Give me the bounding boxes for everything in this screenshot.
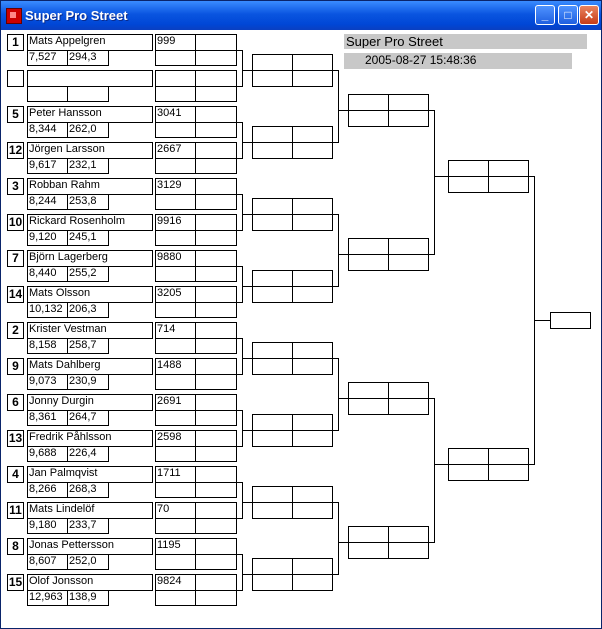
et-value: 12,963	[27, 590, 68, 606]
car-number: 9824	[155, 574, 196, 591]
round3-cell[interactable]	[388, 110, 429, 127]
result-cell[interactable]	[155, 158, 196, 174]
driver-name: Jörgen Larsson	[27, 142, 153, 159]
round3-cell[interactable]	[348, 398, 389, 415]
result-cell[interactable]	[195, 410, 237, 426]
round2-cell[interactable]	[252, 126, 293, 143]
driver-name: Olof Jonsson	[27, 574, 153, 591]
bracket-line	[242, 142, 252, 143]
bracket-line	[338, 398, 348, 399]
speed-value: 258,7	[67, 338, 109, 354]
round2-cell[interactable]	[252, 358, 293, 375]
driver-name: Peter Hansson	[27, 106, 153, 123]
result-cell[interactable]	[195, 430, 237, 447]
car-number: 1195	[155, 538, 196, 555]
et-value: 10,132	[27, 302, 68, 318]
result-cell[interactable]	[195, 34, 237, 51]
et-value: 9,073	[27, 374, 68, 390]
round2-cell[interactable]	[292, 214, 333, 231]
et-value: 8,361	[27, 410, 68, 426]
car-number: 2667	[155, 142, 196, 159]
result-cell[interactable]	[195, 302, 237, 318]
result-cell[interactable]	[195, 86, 237, 102]
round2-cell[interactable]	[252, 54, 293, 71]
et-value: 7,527	[27, 50, 68, 66]
title-bar[interactable]	[1, 1, 601, 30]
seed-number: 9	[7, 358, 24, 375]
round3-cell[interactable]	[348, 110, 389, 127]
speed-value: 206,3	[67, 302, 109, 318]
driver-name: Jonas Pettersson	[27, 538, 153, 555]
seed-number	[7, 70, 24, 87]
round4-cell[interactable]	[448, 160, 489, 177]
bracket-line	[242, 214, 252, 215]
result-cell[interactable]	[195, 518, 237, 534]
bracket-line	[242, 410, 243, 447]
result-cell[interactable]	[195, 178, 237, 195]
round4-cell[interactable]	[488, 160, 529, 177]
speed-value: 226,4	[67, 446, 109, 462]
speed-value: 245,1	[67, 230, 109, 246]
round3-cell[interactable]	[388, 542, 429, 559]
speed-value: 262,0	[67, 122, 109, 138]
result-cell[interactable]	[155, 266, 196, 282]
bracket-line	[242, 266, 243, 303]
app-icon[interactable]	[6, 8, 22, 24]
result-cell[interactable]	[155, 50, 196, 66]
et-value: 9,180	[27, 518, 68, 534]
round4-cell[interactable]	[488, 448, 529, 465]
seed-number: 7	[7, 250, 24, 267]
car-number: 714	[155, 322, 196, 339]
seed-number: 10	[8, 215, 23, 229]
result-cell[interactable]	[195, 266, 237, 282]
driver-name: Mats Lindelöf	[27, 502, 153, 519]
speed-value: 264,7	[67, 410, 109, 426]
round2-cell[interactable]	[252, 270, 293, 287]
winner-cell[interactable]	[550, 312, 591, 329]
round2-cell[interactable]	[292, 70, 333, 87]
round3-cell[interactable]	[348, 238, 389, 255]
result-cell[interactable]	[155, 554, 196, 570]
bracket-line	[338, 110, 348, 111]
car-number: 70	[155, 502, 196, 519]
minimize-button[interactable]: _	[535, 5, 555, 25]
round2-cell[interactable]	[292, 198, 333, 215]
round2-cell[interactable]	[252, 142, 293, 159]
round3-cell[interactable]	[348, 526, 389, 543]
bracket-line	[242, 50, 243, 87]
seed-number: 14	[8, 287, 23, 301]
round2-cell[interactable]	[252, 286, 293, 303]
close-button[interactable]: ✕	[579, 5, 599, 25]
result-cell[interactable]	[195, 394, 237, 411]
round4-cell[interactable]	[448, 176, 489, 193]
round2-cell[interactable]	[292, 54, 333, 71]
result-cell[interactable]	[195, 214, 237, 231]
result-cell[interactable]	[195, 106, 237, 123]
round2-cell[interactable]	[252, 574, 293, 591]
timestamp-bar	[344, 53, 572, 69]
et-value: 8,607	[27, 554, 68, 570]
round4-cell[interactable]	[448, 448, 489, 465]
seed-number: 11	[7, 502, 24, 519]
round2-cell[interactable]	[252, 214, 293, 231]
et-value: 9,120	[27, 230, 68, 246]
round2-cell[interactable]	[292, 558, 333, 575]
round4-cell[interactable]	[488, 176, 529, 193]
speed-value: 268,3	[67, 482, 109, 498]
et-value: 8,158	[27, 338, 68, 354]
bracket-line	[242, 286, 252, 287]
round2-cell[interactable]	[292, 358, 333, 375]
result-cell[interactable]	[195, 50, 237, 66]
bracket-line	[338, 214, 339, 287]
result-cell[interactable]	[195, 250, 237, 267]
driver-name: Björn Lagerberg	[27, 250, 153, 267]
round3-cell[interactable]	[388, 94, 429, 111]
seed-number: 1	[7, 34, 24, 51]
round3-cell[interactable]	[388, 398, 429, 415]
seed-number: 13	[8, 431, 23, 445]
round3-cell[interactable]	[388, 254, 429, 271]
round2-cell[interactable]	[292, 142, 333, 159]
seed-number: 15	[8, 575, 23, 589]
round2-cell[interactable]	[292, 502, 333, 519]
speed-value: 232,1	[67, 158, 109, 174]
round3-cell[interactable]	[388, 526, 429, 543]
bracket-line	[242, 194, 243, 231]
driver-name: Robban Rahm	[27, 178, 153, 195]
bracket-line	[242, 482, 243, 519]
driver-name	[27, 70, 153, 87]
result-cell[interactable]	[195, 554, 237, 570]
result-cell[interactable]	[155, 518, 196, 534]
result-cell[interactable]	[195, 230, 237, 246]
round3-cell[interactable]	[388, 238, 429, 255]
round3-cell[interactable]	[348, 94, 389, 111]
round2-cell[interactable]	[292, 414, 333, 431]
bracket-line	[242, 338, 243, 375]
result-cell[interactable]	[155, 122, 196, 138]
bracket-line	[338, 502, 339, 575]
result-cell[interactable]	[155, 374, 196, 390]
car-number: 999	[155, 34, 196, 51]
seed-number: 2	[7, 322, 24, 339]
round3-cell[interactable]	[348, 542, 389, 559]
et-value	[27, 86, 68, 102]
seed-number: 4	[7, 466, 24, 483]
bracket-line	[242, 502, 252, 503]
car-number: 3205	[155, 286, 196, 303]
et-value: 9,688	[27, 446, 68, 462]
car-number: 2691	[155, 394, 196, 411]
result-cell[interactable]	[195, 322, 237, 339]
car-number: 9916	[155, 214, 196, 231]
round2-cell[interactable]	[252, 486, 293, 503]
round2-cell[interactable]	[252, 502, 293, 519]
driver-name: Jan Palmqvist	[27, 466, 153, 483]
speed-value: 230,9	[67, 374, 109, 390]
speed-value: 253,8	[67, 194, 109, 210]
round2-cell[interactable]	[292, 430, 333, 447]
result-cell[interactable]	[155, 230, 196, 246]
seed-number: 12	[8, 143, 23, 157]
round2-cell[interactable]	[252, 558, 293, 575]
et-value: 8,266	[27, 482, 68, 498]
result-cell[interactable]	[155, 590, 196, 606]
speed-value: 255,2	[67, 266, 109, 282]
driver-name: Rickard Rosenholm	[27, 214, 153, 231]
speed-value: 233,7	[67, 518, 109, 534]
bracket-line	[242, 554, 243, 591]
round2-cell[interactable]	[292, 574, 333, 591]
bracket-line	[242, 430, 252, 431]
round4-cell[interactable]	[448, 464, 489, 481]
result-cell[interactable]	[195, 142, 237, 159]
result-cell[interactable]	[195, 482, 237, 498]
driver-name: Jonny Durgin	[27, 394, 153, 411]
result-cell[interactable]	[155, 482, 196, 498]
round2-cell[interactable]	[292, 342, 333, 359]
bracket-line	[338, 358, 339, 431]
round2-cell[interactable]	[292, 486, 333, 503]
speed-value	[67, 86, 109, 102]
bracket-line	[434, 176, 448, 177]
event-timestamp: 2005-08-27 15:48:36	[365, 54, 477, 67]
result-cell[interactable]	[195, 286, 237, 303]
bracket-line	[242, 122, 243, 159]
driver-name: Mats Appelgren	[27, 34, 153, 51]
driver-name: Fredrik Påhlsson	[27, 430, 153, 447]
bracket-line	[434, 398, 435, 543]
result-cell[interactable]	[195, 122, 237, 138]
bracket-area	[2, 30, 600, 628]
seed-number: 3	[7, 178, 24, 195]
round2-cell[interactable]	[292, 126, 333, 143]
round2-cell[interactable]	[252, 342, 293, 359]
bracket-line	[434, 110, 435, 255]
round2-cell[interactable]	[252, 70, 293, 87]
et-value: 8,344	[27, 122, 68, 138]
result-cell[interactable]	[155, 410, 196, 426]
result-cell[interactable]	[195, 574, 237, 591]
car-number: 1488	[155, 358, 196, 375]
round3-cell[interactable]	[388, 382, 429, 399]
car-number	[155, 70, 196, 87]
car-number: 3041	[155, 106, 196, 123]
bracket-line	[338, 254, 348, 255]
event-title-bar	[344, 34, 587, 49]
et-value: 8,440	[27, 266, 68, 282]
result-cell[interactable]	[195, 70, 237, 87]
result-cell[interactable]	[155, 338, 196, 354]
event-title: Super Pro Street	[346, 35, 443, 48]
maximize-button[interactable]: □	[558, 5, 578, 25]
speed-value: 252,0	[67, 554, 109, 570]
car-number: 1711	[155, 466, 196, 483]
round2-cell[interactable]	[252, 414, 293, 431]
round2-cell[interactable]	[252, 198, 293, 215]
seed-number: 5	[7, 106, 24, 123]
round2-cell[interactable]	[252, 430, 293, 447]
et-value: 8,244	[27, 194, 68, 210]
round2-cell[interactable]	[292, 270, 333, 287]
speed-value: 294,3	[67, 50, 109, 66]
result-cell[interactable]	[195, 590, 237, 606]
result-cell[interactable]	[195, 446, 237, 462]
result-cell[interactable]	[155, 194, 196, 210]
bracket-line	[434, 464, 448, 465]
car-number: 2598	[155, 430, 196, 447]
result-cell[interactable]	[195, 194, 237, 210]
result-cell[interactable]	[155, 446, 196, 462]
driver-name: Mats Olsson	[27, 286, 153, 303]
seed-number: 6	[7, 394, 24, 411]
bracket-line	[338, 70, 339, 143]
bracket-line	[242, 70, 252, 71]
round3-cell[interactable]	[348, 254, 389, 271]
result-cell[interactable]	[195, 358, 237, 375]
et-value: 9,617	[27, 158, 68, 174]
result-cell[interactable]	[195, 338, 237, 354]
bracket-line	[242, 574, 252, 575]
bracket-line	[534, 320, 550, 321]
driver-name: Krister Vestman	[27, 322, 153, 339]
driver-name: Mats Dahlberg	[27, 358, 153, 375]
result-cell[interactable]	[195, 502, 237, 519]
seed-number: 8	[7, 538, 24, 555]
result-cell[interactable]	[195, 374, 237, 390]
result-cell[interactable]	[155, 302, 196, 318]
result-cell[interactable]	[195, 538, 237, 555]
car-number: 3129	[155, 178, 196, 195]
result-cell[interactable]	[155, 86, 196, 102]
round4-cell[interactable]	[488, 464, 529, 481]
speed-value: 138,9	[67, 590, 109, 606]
window-title: Super Pro Street	[25, 8, 128, 23]
round2-cell[interactable]	[292, 286, 333, 303]
car-number: 9880	[155, 250, 196, 267]
round3-cell[interactable]	[348, 382, 389, 399]
bracket-line	[242, 358, 252, 359]
result-cell[interactable]	[195, 466, 237, 483]
result-cell[interactable]	[195, 158, 237, 174]
bracket-line	[338, 542, 348, 543]
